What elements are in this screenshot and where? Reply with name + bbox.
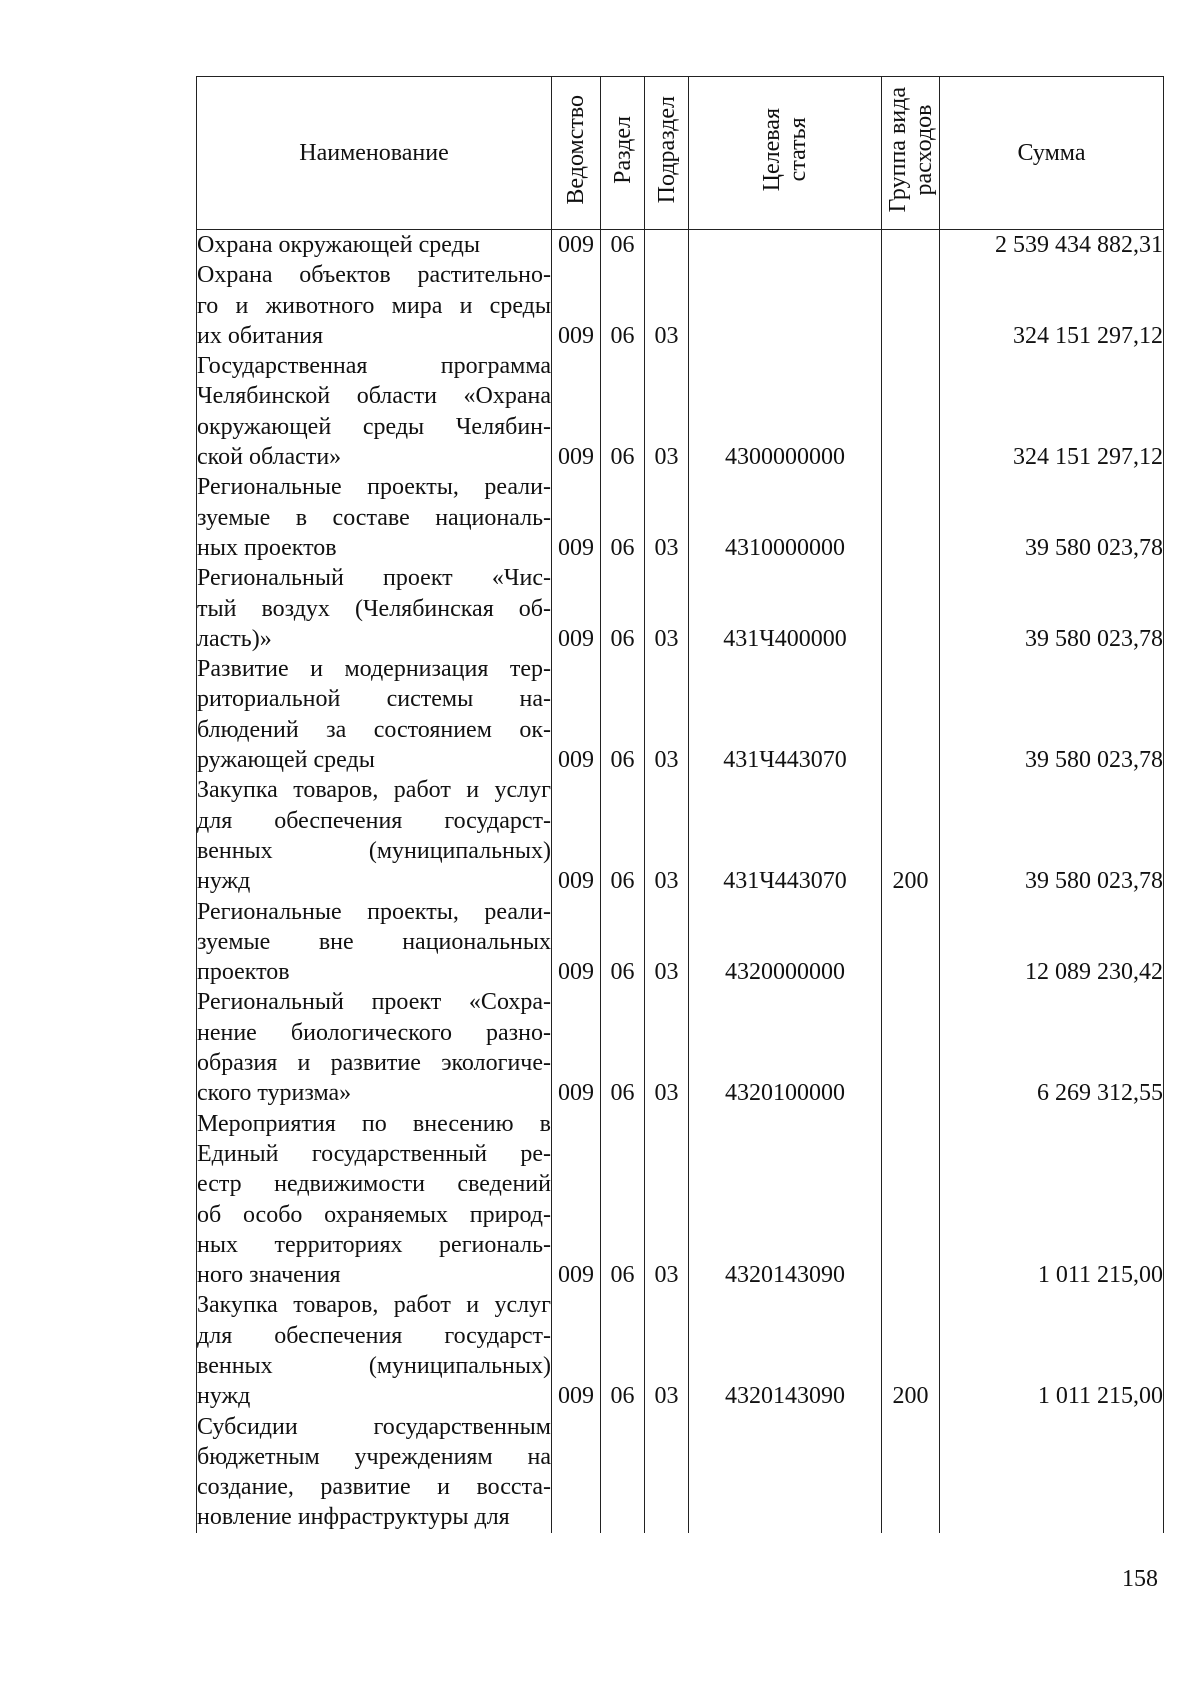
row-subsection: 03: [645, 563, 689, 654]
row-name-line: для обеспечения государст-: [197, 807, 551, 834]
row-subsection: 03: [645, 987, 689, 1108]
row-name-line: ных проектов: [197, 534, 337, 561]
table-row: [197, 1290, 1164, 1411]
row-section: 06: [601, 351, 645, 472]
row-department: 009: [552, 563, 601, 654]
table-row: [197, 987, 1164, 1108]
row-department: 009: [552, 230, 601, 261]
row-subsection: 03: [645, 897, 689, 988]
row-section: 06: [601, 987, 645, 1108]
row-section: 06: [601, 897, 645, 988]
row-name-line: венных (муниципальных): [197, 1352, 551, 1379]
row-target-item: 431Ч443070: [689, 654, 882, 775]
header-subsection: Подраздел: [645, 77, 689, 230]
row-target-item: [689, 230, 882, 261]
row-name-line: бюджетным учреждениям на: [197, 1443, 551, 1470]
table-row: [197, 563, 1164, 654]
header-row: [197, 77, 1164, 230]
row-expense-group: [882, 1109, 940, 1291]
row-name-line: ласть)»: [197, 625, 272, 652]
row-expense-group: [882, 472, 940, 563]
table-row: [197, 260, 1164, 351]
row-name-line: нужд: [197, 1383, 251, 1410]
row-name-line: блюдений за состоянием ок-: [197, 716, 551, 743]
row-target-item: [689, 1412, 882, 1533]
header-target-item: Целевая статья: [689, 77, 882, 230]
table-row: [197, 472, 1164, 563]
row-name-line: Закупка товаров, работ и услуг: [197, 1292, 551, 1319]
row-section: 06: [601, 1109, 645, 1291]
row-target-item: 431Ч400000: [689, 563, 882, 654]
row-subsection: 03: [645, 1109, 689, 1291]
row-subsection: 03: [645, 351, 689, 472]
page-number: 158: [1122, 1566, 1158, 1592]
row-amount: [940, 1412, 1164, 1533]
row-amount: 39 580 023,78: [940, 775, 1164, 896]
row-name-line: ных территориях региональ-: [197, 1231, 551, 1258]
table-row: [197, 775, 1164, 896]
row-subsection: [645, 1412, 689, 1533]
row-section: 06: [601, 563, 645, 654]
row-name: [197, 472, 552, 563]
row-name: [197, 1109, 552, 1291]
row-name: [197, 1412, 552, 1533]
row-name-line: зуемые в составе националь-: [197, 504, 551, 531]
row-department: 009: [552, 260, 601, 351]
row-expense-group: [882, 897, 940, 988]
row-department: 009: [552, 472, 601, 563]
row-subsection: [645, 230, 689, 261]
row-department: 009: [552, 654, 601, 775]
table-row: [197, 1412, 1164, 1533]
header-department: Ведомство: [552, 77, 601, 230]
row-name: [197, 563, 552, 654]
row-name-line: Охрана окружающей среды: [197, 232, 480, 258]
table-row: [197, 1109, 1164, 1291]
row-expense-group: [882, 563, 940, 654]
header-name: Наименование: [197, 77, 552, 230]
row-name-line: новление инфраструктуры для: [197, 1504, 510, 1531]
row-name-line: создание, развитие и восста-: [197, 1474, 551, 1501]
row-name-line: естр недвижимости сведений: [197, 1171, 551, 1198]
row-amount: 39 580 023,78: [940, 472, 1164, 563]
row-name-line: ского туризма»: [197, 1080, 352, 1107]
row-department: [552, 1412, 601, 1533]
row-subsection: 03: [645, 472, 689, 563]
row-expense-group: [882, 351, 940, 472]
row-subsection: 03: [645, 1290, 689, 1411]
row-name-line: риториальной системы на-: [197, 686, 551, 713]
table-row: [197, 230, 1164, 261]
row-target-item: 4300000000: [689, 351, 882, 472]
table-row: [197, 897, 1164, 988]
row-name-line: ской области»: [197, 444, 342, 471]
row-name-line: ружающей среды: [197, 747, 375, 774]
row-department: 009: [552, 775, 601, 896]
row-amount: 2 539 434 882,31: [940, 230, 1164, 261]
row-name-line: зуемые вне национальных: [197, 928, 551, 955]
row-amount: 324 151 297,12: [940, 351, 1164, 472]
row-name-line: Региональный проект «Сохра-: [197, 989, 551, 1016]
row-name-line: ного значения: [197, 1262, 341, 1289]
row-department: 009: [552, 351, 601, 472]
row-name-line: Региональные проекты, реали-: [197, 474, 551, 501]
row-amount: 324 151 297,12: [940, 260, 1164, 351]
row-target-item: 4320000000: [689, 897, 882, 988]
row-name-line: го и животного мира и среды: [197, 292, 551, 319]
row-target-item: 4310000000: [689, 472, 882, 563]
row-target-item: 4320143090: [689, 1290, 882, 1411]
row-amount: 6 269 312,55: [940, 987, 1164, 1108]
header-expense-group: Группа вида расходов: [882, 77, 940, 230]
row-target-item: 431Ч443070: [689, 775, 882, 896]
row-name-line: Челябинской области «Охрана: [197, 383, 551, 410]
row-department: 009: [552, 1290, 601, 1411]
row-expense-group: [882, 1412, 940, 1533]
table-body: [197, 230, 1164, 1533]
row-name-line: тый воздух (Челябинская об-: [197, 595, 551, 622]
row-name-line: Закупка товаров, работ и услуг: [197, 777, 551, 804]
row-amount: 1 011 215,00: [940, 1290, 1164, 1411]
row-subsection: 03: [645, 775, 689, 896]
row-section: 06: [601, 260, 645, 351]
row-section: 06: [601, 230, 645, 261]
row-section: 06: [601, 775, 645, 896]
row-name-line: Региональные проекты, реали-: [197, 898, 551, 925]
row-expense-group: 200: [882, 1290, 940, 1411]
header-amount: Сумма: [940, 77, 1164, 230]
row-name-line: окружающей среды Челябин-: [197, 413, 551, 440]
row-name: [197, 351, 552, 472]
row-name-line: нужд: [197, 868, 251, 895]
row-name: [197, 987, 552, 1108]
row-name-line: Мероприятия по внесению в: [197, 1110, 551, 1137]
row-name: [197, 775, 552, 896]
row-name-line: Единый государственный ре-: [197, 1140, 551, 1167]
row-section: 06: [601, 1290, 645, 1411]
row-target-item: [689, 260, 882, 351]
row-amount: 39 580 023,78: [940, 654, 1164, 775]
row-name: [197, 897, 552, 988]
row-name: [197, 260, 552, 351]
row-name-line: венных (муниципальных): [197, 837, 551, 864]
row-name-line: Региональный проект «Чис-: [197, 565, 551, 592]
row-target-item: 4320100000: [689, 987, 882, 1108]
row-name: [197, 1290, 552, 1411]
row-amount: 39 580 023,78: [940, 563, 1164, 654]
row-section: 06: [601, 472, 645, 563]
row-department: 009: [552, 1109, 601, 1291]
row-department: 009: [552, 987, 601, 1108]
row-name-line: образия и развитие экологиче-: [197, 1050, 551, 1077]
row-name-line: об особо охраняемых природ-: [197, 1201, 551, 1228]
row-section: 06: [601, 654, 645, 775]
row-expense-group: [882, 654, 940, 775]
row-name-line: их обитания: [197, 322, 324, 349]
row-name-line: Государственная программа: [197, 353, 551, 380]
budget-table: [196, 76, 1164, 1533]
row-section: [601, 1412, 645, 1533]
table-row: [197, 654, 1164, 775]
row-target-item: 4320143090: [689, 1109, 882, 1291]
row-name: [197, 654, 552, 775]
row-name-line: Развитие и модернизация тер-: [197, 656, 551, 683]
row-amount: 12 089 230,42: [940, 897, 1164, 988]
row-expense-group: 200: [882, 775, 940, 896]
row-expense-group: [882, 260, 940, 351]
header-section: Раздел: [601, 77, 645, 230]
row-name-line: Субсидии государственным: [197, 1413, 551, 1440]
row-subsection: 03: [645, 260, 689, 351]
row-name-line: для обеспечения государст-: [197, 1322, 551, 1349]
row-name-line: Охрана объектов растительно-: [197, 262, 551, 289]
row-name-line: проектов: [197, 959, 290, 986]
row-name: [197, 230, 552, 261]
table-row: [197, 351, 1164, 472]
row-department: 009: [552, 897, 601, 988]
row-expense-group: [882, 230, 940, 261]
row-expense-group: [882, 987, 940, 1108]
row-amount: 1 011 215,00: [940, 1109, 1164, 1291]
row-subsection: 03: [645, 654, 689, 775]
row-name-line: нение биологического разно-: [197, 1019, 551, 1046]
